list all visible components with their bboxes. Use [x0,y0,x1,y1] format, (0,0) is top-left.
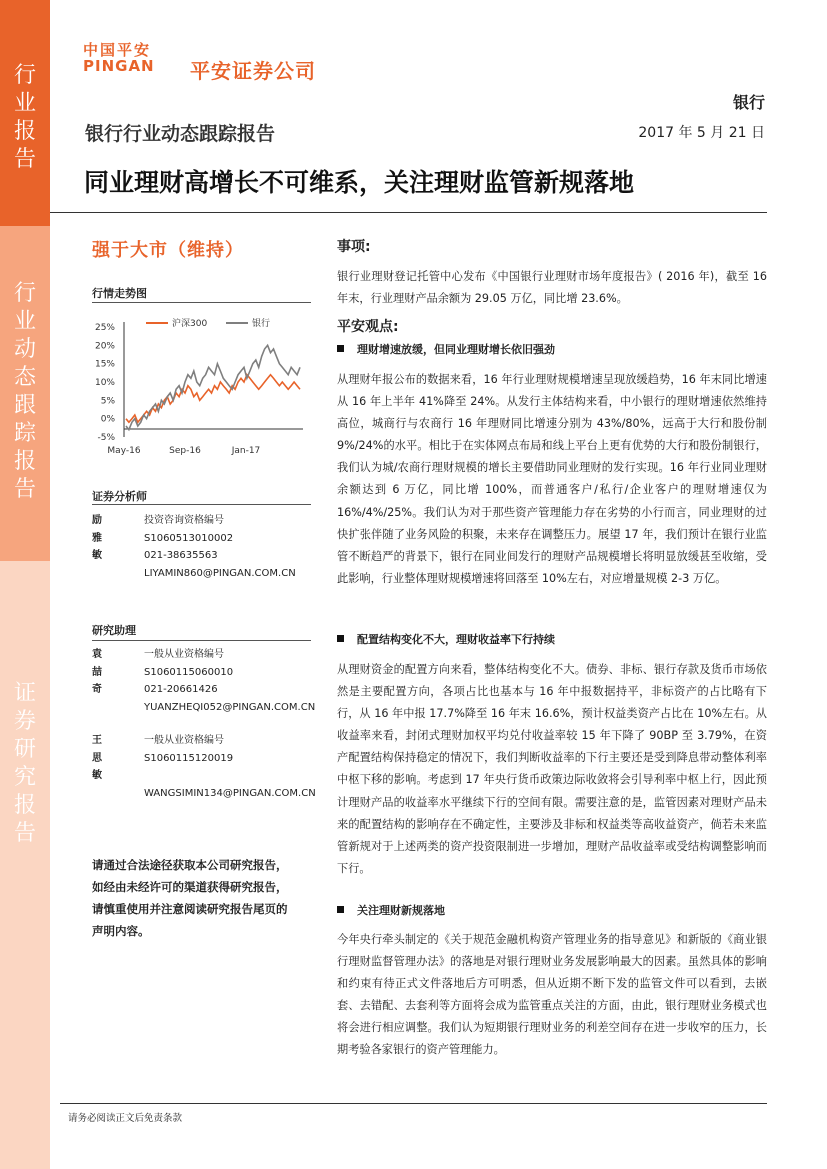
event-text: 银行业理财登记托管中心发布《中国银行业理财市场年度报告》( 2016 年)，截至 16 年末，行业理财产品余额为 29.05 万亿，同比增 23.6%。 [337,270,767,306]
assistant-cert-number: S1060115060010 [144,666,234,678]
footer-divider [60,1103,767,1104]
trend-divider [92,302,311,303]
assistant-cert-label: 一般从业资格编号 [144,735,224,746]
chart-legend [146,317,270,329]
series-line-hs300 [126,375,300,423]
assistant-name: 袁喆奇 [92,649,102,695]
report-date: 2017 年 5 月 21 日 [638,125,765,141]
sidebar-text-research: 证 券 研 究 报 告 [13,681,36,846]
section-3-text: 今年央行牵头制定的《关于规范金融机构资产管理业务的指导意见》和新版的《商业银行理财监督管理办法》的落地是对银行理财业务发展影响最大的因素。虽然具体的影响和约束有待正式文件落地后方可明悉，但从近期不断下发的监管文件可以看到，去嵌套、去错配、去套利等方面将会成为监管重点关注的方面，由此，银行理财业务模式也将会进行相应调整。我们认为短期银行理财业务的利差空间存在进一步收窄的压力，长期考验各家银行的资产管理能力。 [337,933,767,1057]
company-name: 平安证券公司 [190,59,316,83]
assistant-phone [144,767,316,785]
report-type: 银行行业动态跟踪报告 [85,123,276,145]
assistant-cert-label: 一般从业资格编号 [144,649,224,660]
legend-label-hs300: 沪深300 [172,319,208,329]
analyst-section-title: 证券分析师 [92,490,147,503]
view-title: 平安观点: [337,319,399,335]
section-1-text: 从理财年报公布的数据来看，16 年行业理财规模增速呈现放缓趋势，16 年末同比增速从 16 年上半年 41%降至 24%。从发行主体结构来看，中小银行的理财增速依然维持高位，城商行与农商行 16 年理财同比增速分别为 43%/80%，远高于大行和股份制 9%/24%的水平。相比于在实体网点布局和线上平台上更有优势的大行和股份制银行，我们认为城/农商行理财规模的增长主要借助同业理财的发行实现。16 年行业同业理财余额达到 6 万亿，同比增 100%，而普通客户/私行/企业客户的理财增速仅为 16%/4%/25%。我们认为对于那些资产管理能力存在劣势的小行而言，同业理财的过快扩张伴随了业务风险的积聚，未来存在调整压力。展望 17 年，我们预计在银行业监管不断趋严的背景下，银行在同业间发行的理财产品规模增长将明显放缓甚至收缩，受此影响，行业整体理财规模增速将回落至 10%左右，对应增量规模 2-3 万亿。 [337,373,767,585]
legend-label-bank: 银行 [252,319,271,329]
assistant-divider [92,640,311,641]
event-title: 事项: [337,239,371,255]
bullet-2: 配置结构变化不大，理财收益率下行持续 [337,631,767,647]
section-2-text: 从理财资金的配置方向来看，整体结构变化不大。债券、非标、银行存款及货币市场依然是主要配置方向，各项占比也基本与 16 年中报数据持平，非标资产的占比略有下行，从 16 年中报 17.7%降至 16 年末 16.6%，预计权益类资产占比在 10%左右。从收益率来看，封闭式理财加权平均兑付收益率较 15 年下降了 90BP 至 3.79%，在资产配置结构保持稳定的情况下，我们判断收益率的下行主要还是受到降息带动整体利率中枢下移的影响。考虑到 17 年央行货币政策边际收敛将会引导利率中枢上行，因此预计理财产品的收益率水平继续下行的空间有限。需要注意的是，监管因素对理财产品未来的配置结构的影响存在不确定性，主要涉及非标和权益类等高收益资产，倘若未来监管新规对于上述两类的资产投资限制进一步增加，理财产品收益率或受结构调整影响而下行。 [337,663,767,875]
bullet-1: 理财增速放缓，但同业理财增长依旧强劲 [337,341,767,357]
bullet-square [337,345,344,352]
analyst-divider [92,504,311,505]
assistant-email[interactable]: YUANZHEQI052@PINGAN.COM.CN [144,701,316,713]
trend-title: 行情走势图 [92,287,147,300]
assistant-email[interactable]: WANGSIMIN134@PINGAN.COM.CN [144,787,316,799]
sidebar-text-tracking: 行 业 动 态 跟 踪 报 告 [13,281,36,502]
y-tick-label: -5% [97,433,115,443]
trend-chart [88,312,312,460]
analyst-cert-number: S1060513010002 [144,532,234,544]
footer-disclaimer: 请务必阅读正文后免责条款 [68,1113,183,1124]
y-tick-label: 0% [100,414,115,425]
rating-label: 强于大市（维持） [92,240,244,261]
y-tick-label: 10% [94,378,115,388]
assistant-cert-number: S1060115120019 [144,752,234,764]
bullet-square [337,906,344,913]
logo-cn-text: 中国平安 [83,41,152,59]
bullet-3: 关注理财新规落地 [337,902,767,918]
pingan-logo [83,42,155,74]
assistant-section-title: 研究助理 [92,624,136,637]
bullet-square [337,635,344,642]
sidebar-text-report: 行 业 报 告 [13,63,36,172]
sidebar-block-research [0,561,50,1169]
page-title: 同业理财高增长不可维系，关注理财监管新规落地 [84,168,635,197]
analyst-phone: 021-38635563 [144,550,218,561]
analyst-name: 励雅敏 [92,515,102,561]
y-tick-label: 25% [94,323,115,333]
y-tick-label: 5% [100,396,115,407]
analyst-email[interactable]: LIYAMIN860@PINGAN.COM.CN [144,567,296,579]
x-tick-label: Jan-17 [231,446,261,456]
logo-en-text: PINGAN [83,57,155,75]
sector-label: 银行 [732,93,765,112]
y-tick-label: 20% [94,341,115,352]
x-tick-label: Sep-16 [169,446,201,456]
header-divider [50,212,767,213]
y-tick-label: 15% [94,359,115,370]
x-tick-label: May-16 [107,446,141,456]
assistant-name: 王思敏 [92,735,102,781]
analyst-cert-label: 投资咨询资格编号 [144,515,224,526]
assistant-phone: 021-20661426 [144,684,218,695]
legal-warning: 请通过合法途径获取本公司研究报告，如经由未经许可的渠道获得研究报告，请慎重使用并注意阅读研究报告尾页的声明内容。 [92,858,288,938]
